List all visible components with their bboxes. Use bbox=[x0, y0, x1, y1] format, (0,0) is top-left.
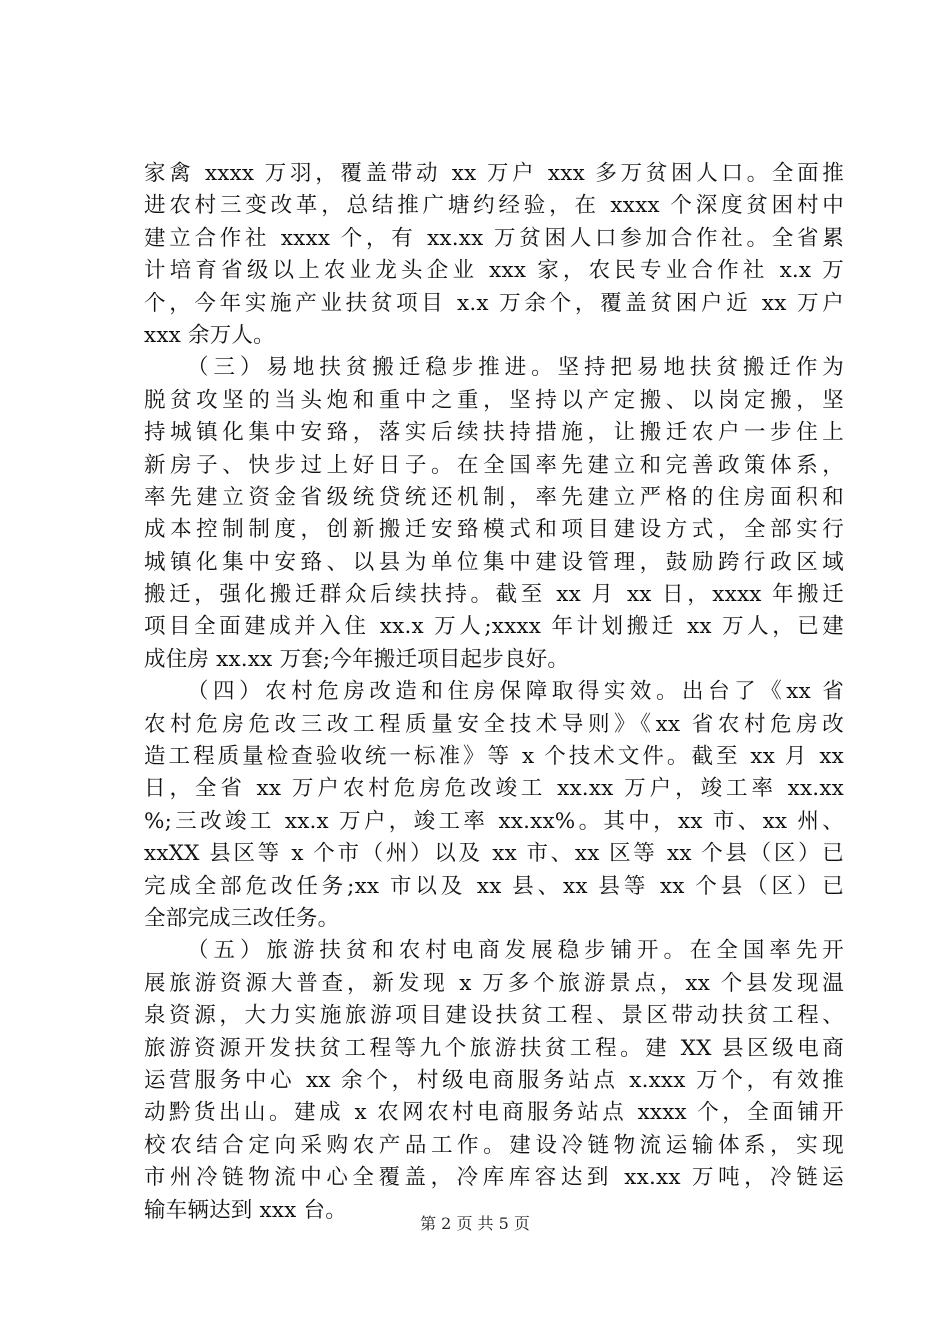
text-line: 城镇化集中安臵、以县为单位集中建设管理，鼓励跨行政区域 bbox=[144, 549, 844, 575]
text-line: 日，全省 xx 万户农村危房危改竣工 xx.xx 万户，竣工率 xx.xx bbox=[144, 776, 844, 802]
text-line: 家禽 xxxx 万羽，覆盖带动 xx 万户 xxx 多万贫困人口。全面推 bbox=[144, 161, 844, 186]
paragraph-heading-line: （四）农村危房改造和住房保障取得实效。出台了《xx 省 bbox=[187, 679, 844, 705]
text-line: 成本控制制度，创新搬迁安臵模式和项目建设方式，全部实行 bbox=[144, 517, 844, 543]
text-line: xxx 余万人。 bbox=[144, 322, 275, 348]
text-line: 个，今年实施产业扶贫项目 x.x 万余个，覆盖贫困户近 xx 万户 bbox=[144, 290, 844, 316]
text-line: 完成全部危改任务;xx 市以及 xx 县、xx 县等 xx 个县（区）已 bbox=[144, 873, 844, 899]
text-line: 成住房 xx.xx 万套;今年搬迁项目起步良好。 bbox=[144, 646, 570, 672]
text-line: 持城镇化集中安臵，落实后续扶持措施，让搬迁农户一步住上 bbox=[144, 420, 844, 446]
text-line: 展旅游资源大普查，新发现 x 万多个旅游景点，xx 个县发现温 bbox=[144, 970, 844, 996]
paragraph-heading-line: （三）易地扶贫搬迁稳步推进。坚持把易地扶贫搬迁作为 bbox=[187, 355, 844, 381]
text-line: 脱贫攻坚的当头炮和重中之重，坚持以产定搬、以岗定搬，坚 bbox=[144, 387, 844, 413]
text-line: 农村危房危改三改工程质量安全技术导则》《xx 省农村危房改 bbox=[144, 711, 844, 737]
paragraph-heading-line: （五）旅游扶贫和农村电商发展稳步铺开。在全国率先开 bbox=[187, 938, 844, 964]
text-line: 率先建立资金省级统贷统还机制，率先建立严格的住房面积和 bbox=[144, 484, 844, 510]
text-line: 动黔货出山。建成 x 农网农村电商服务站点 xxxx 个，全面铺开 bbox=[144, 1100, 844, 1126]
text-line: 全部完成三改任务。 bbox=[144, 905, 340, 931]
text-line: 运营服务中心 xx 余个，村级电商服务站点 x.xxx 万个，有效推 bbox=[144, 1067, 844, 1093]
text-line: 计培育省级以上农业龙头企业 xxx 家，农民专业合作社 x.x 万 bbox=[144, 258, 844, 284]
text-line: 市州冷链物流中心全覆盖，冷库库容达到 xx.xx 万吨，冷链运 bbox=[144, 1165, 844, 1191]
text-line: %;三改竣工 xx.x 万户，竣工率 xx.xx%。其中，xx 市、xx 州、 bbox=[144, 808, 844, 834]
text-line: 输车辆达到 xxx 台。 bbox=[144, 1197, 347, 1223]
text-line: 校农结合定向采购农产品工作。建设冷链物流运输体系，实现 bbox=[144, 1132, 844, 1158]
document-body bbox=[144, 158, 844, 1227]
text-line: 新房子、快步过上好日子。在全国率先建立和完善政策体系， bbox=[144, 452, 844, 478]
text-line: 建立合作社 xxxx 个，有 xx.xx 万贫困人口参加合作社。全省累 bbox=[144, 225, 844, 251]
text-line: xxXX 县区等 x 个市（州）以及 xx 市、xx 区等 xx 个县（区）已 bbox=[144, 841, 844, 867]
text-line: 泉资源，大力实施旅游项目建设扶贫工程、景区带动扶贫工程、 bbox=[144, 1003, 844, 1029]
text-line: 旅游资源开发扶贫工程等九个旅游扶贫工程。建 XX 县区级电商 bbox=[144, 1035, 844, 1061]
text-line: 进农村三变改革，总结推广塘约经验，在 xxxx 个深度贫困村中 bbox=[144, 193, 844, 219]
text-line: 项目全面建成并入住 xx.x 万人;xxxx 年计划搬迁 xx 万人，已建 bbox=[144, 614, 844, 640]
text-line: 搬迁，强化搬迁群众后续扶持。截至 xx 月 xx 日，xxxx 年搬迁 bbox=[144, 582, 844, 608]
page-number-footer: 第 2 页 共 5 页 bbox=[420, 1214, 530, 1233]
text-line: 造工程质量检查验收统一标准》等 x 个技术文件。截至 xx 月 xx bbox=[144, 744, 844, 770]
